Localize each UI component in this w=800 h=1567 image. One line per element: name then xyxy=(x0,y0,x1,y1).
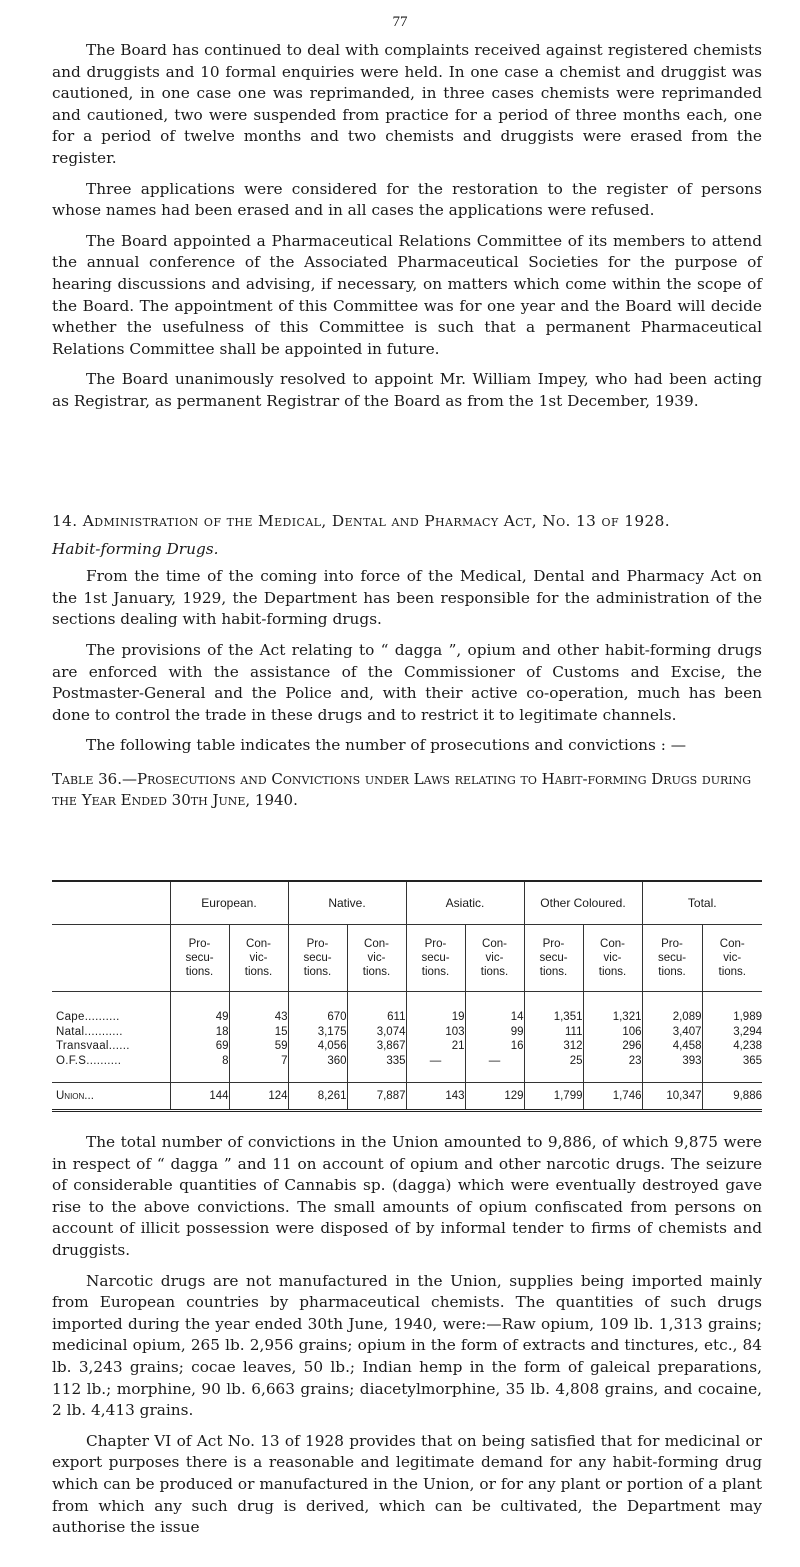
table-title: Table 36.—Prosecutions and Convictions under Laws relating to Habit-forming Drugs during the Year Ended 30th June, 1940. xyxy=(52,769,752,809)
table-cell: 7,887 xyxy=(347,1083,406,1111)
table-corner xyxy=(52,881,170,925)
subheader-convictions: Con- vic- tions. xyxy=(229,925,288,992)
table-row-natal xyxy=(52,1025,762,1040)
table-cell: 296 xyxy=(583,1039,642,1054)
section-heading: 14. Administration of the Medical, Dental and Pharmacy Act, No. 13 of 1928. xyxy=(52,512,671,530)
section-14 xyxy=(52,511,762,811)
paragraph-registrar: The Board unanimously resolved to appoint Mr. William Impey, who had been acting as Registrar, as permanent Registrar of the Board as from the 1st December, 1939. xyxy=(52,370,762,410)
table-cell: 15 xyxy=(229,1025,288,1040)
table-cell: 103 xyxy=(406,1025,465,1040)
table-cell: 21 xyxy=(406,1039,465,1054)
table-cell: 69 xyxy=(170,1039,229,1054)
paragraph-table-intro: The following table indicates the number of prosecutions and convictions : — xyxy=(86,736,687,755)
paragraph-total-convictions: The total number of convictions in the Union amounted to 9,886, of which 9,875 were in respect of “ dagga ” and 11 on account of opium and other narcotic drugs. The seizure of considerable quantities of Cannabis sp. (dagga) which were eventually destroyed gave rise to the above convictions. The small amounts of opium confiscated from persons on account of illicit possession were disposed of by informal tender to firms of chemists and druggists. xyxy=(52,1133,762,1259)
group-header-asiatic: Asiatic. xyxy=(406,881,524,925)
table-cell: 1,746 xyxy=(583,1083,642,1111)
table-cell: 360 xyxy=(288,1054,347,1083)
table-cell: 8 xyxy=(170,1054,229,1083)
table-cell: 25 xyxy=(524,1054,583,1083)
prosecutions-table xyxy=(52,880,762,1112)
table-cell: — xyxy=(465,1054,524,1083)
table-cell: 2,089 xyxy=(642,992,702,1025)
table-cell: 99 xyxy=(465,1025,524,1040)
table-cell: 111 xyxy=(524,1025,583,1040)
table-cell: 49 xyxy=(170,992,229,1025)
table-cell: 393 xyxy=(642,1054,702,1083)
table-cell: 106 xyxy=(583,1025,642,1040)
group-header-native: Native. xyxy=(288,881,406,925)
table-cell: 4,458 xyxy=(642,1039,702,1054)
table-cell: 1,989 xyxy=(702,992,762,1025)
table-cell: 7 xyxy=(229,1054,288,1083)
paragraph-provisions: The provisions of the Act relating to “ dagga ”, opium and other habit-forming drugs are enforced with the assistance of the Commissioner of Customs and Excise, the Postmaster-General and the Police and, with their active co-operation, much has been done to control the trade in these drugs and to restrict it to legitimate channels. xyxy=(52,640,762,724)
table-cell: 3,867 xyxy=(347,1039,406,1054)
paragraph-narcotic-imports: Narcotic drugs are not manufactured in the Union, supplies being imported mainly from European countries by pharmaceutical chemists. The quantities of such drugs imported during the year ended 30th June, 1940, were:—Raw opium, 109 lb. 1,313 grains; medicinal opium, 265 lb. 2,956 grains; opium in the form of extracts and tinctures, etc., 84 lb. 3,243 grains; cocae leaves, 50 lb.; Indian hemp in the form of galeical preparations, 112 lb.; morphine, 90 lb. 6,663 grains; diacetylmorphine, 35 lb. 4,808 grains, and cocaine, 2 lb. 4,413 grains. xyxy=(52,1271,762,1420)
table-cell: 18 xyxy=(170,1025,229,1040)
subheader-blank xyxy=(52,925,170,992)
subheading-habit-forming: Habit-forming Drugs. xyxy=(52,539,219,558)
paragraph-restoration: Three applications were considered for the restoration to the register of persons whose names had been erased and in all cases the applications were refused. xyxy=(52,179,762,220)
table-cell: 3,294 xyxy=(702,1025,762,1040)
table-group-header-row xyxy=(52,881,762,925)
table-cell: 365 xyxy=(702,1054,762,1083)
subheader-convictions: Con- vic- tions. xyxy=(583,925,642,992)
table-cell: 1,351 xyxy=(524,992,583,1025)
table-cell: 3,074 xyxy=(347,1025,406,1040)
table-cell: 3,175 xyxy=(288,1025,347,1040)
table-cell: 335 xyxy=(347,1054,406,1083)
table-cell: 14 xyxy=(465,992,524,1025)
paragraph-complaints: The Board has continued to deal with complaints received against registered chemists and druggists and 10 formal enquiries were held. In one case a chemist and druggist was cautioned, in one case one was reprimanded, in three cases chemists were reprimanded and cautioned, two were suspended from practice for a period of three months each, one for a period of twelve months and two chemists and druggists were erased from the register. xyxy=(52,41,762,167)
table-cell: 23 xyxy=(583,1054,642,1083)
table-cell: 19 xyxy=(406,992,465,1025)
table-cell: — xyxy=(406,1054,465,1083)
row-label: Union... xyxy=(52,1083,170,1111)
row-label: Cape.......... xyxy=(56,1011,120,1023)
table-cell: 4,056 xyxy=(288,1039,347,1054)
table-cell: 3,407 xyxy=(642,1025,702,1040)
paragraph-relations-committee: The Board appointed a Pharmaceutical Relations Committee of its members to attend the annual conference of the Associated Pharmaceutical Societies for the purpose of hearing discussions and advising, if necessary, on matters which come within the scope of the Board. The appointment of this Committee was for one year and the Board will decide whether the usefulness of this Committee is such that a permanent Pharmaceutical Relations Committee shall be appointed in future. xyxy=(52,231,762,358)
subheader-convictions: Con- vic- tions. xyxy=(347,925,406,992)
table-cell: 144 xyxy=(170,1083,229,1111)
table-cell: 8,261 xyxy=(288,1083,347,1111)
paragraph-act-coming-into-force: From the time of the coming into force of the Medical, Dental and Pharmacy Act on the 1st January, 1929, the Department has been responsible for the administration of the sections dealing with habit-forming drugs. xyxy=(52,567,762,629)
table-cell: 312 xyxy=(524,1039,583,1054)
subheader-prosecutions: Pro- secu- tions. xyxy=(524,925,583,992)
table-cell: 143 xyxy=(406,1083,465,1111)
row-label: O.F.S.......... xyxy=(56,1054,122,1067)
table-row-ofs xyxy=(52,1054,762,1083)
subheader-prosecutions: Pro- secu- tions. xyxy=(406,925,465,992)
subheader-convictions: Con- vic- tions. xyxy=(702,925,762,992)
table-cell: 1,799 xyxy=(524,1083,583,1111)
row-label: Transvaal...... xyxy=(56,1040,130,1052)
table-row-transvaal xyxy=(52,1039,762,1054)
table-row-union-total xyxy=(52,1083,762,1111)
table-cell: 43 xyxy=(229,992,288,1025)
group-header-other-coloured: Other Coloured. xyxy=(524,881,642,925)
table-row-cape xyxy=(52,992,762,1025)
group-header-total: Total. xyxy=(642,881,762,925)
bottom-text xyxy=(52,1132,762,1539)
table-cell: 59 xyxy=(229,1039,288,1054)
subheader-convictions: Con- vic- tions. xyxy=(465,925,524,992)
row-label: Natal........... xyxy=(56,1025,123,1038)
table-cell: 10,347 xyxy=(642,1083,702,1111)
table-cell: 1,321 xyxy=(583,992,642,1025)
subheader-prosecutions: Pro- secu- tions. xyxy=(170,925,229,992)
table-cell: 4,238 xyxy=(702,1039,762,1054)
subheader-prosecutions: Pro- secu- tions. xyxy=(288,925,347,992)
group-header-european: European. xyxy=(170,881,288,925)
table-cell: 611 xyxy=(347,992,406,1025)
table-cell: 9,886 xyxy=(702,1083,762,1111)
subheader-prosecutions: Pro- secu- tions. xyxy=(642,925,702,992)
paragraph-chapter-vi: Chapter VI of Act No. 13 of 1928 provides that on being satisfied that for medicinal or export purposes there is a reasonable and legitimate demand for any habit-forming drug which can be produced or manufactured in the Union, or for any plant or portion of a plant from which any such drug is derived, which can be cultivated, the Department may authorise the issue xyxy=(52,1431,762,1537)
table-cell: 124 xyxy=(229,1083,288,1111)
table-cell: 129 xyxy=(465,1083,524,1111)
table-cell: 670 xyxy=(288,992,347,1025)
table-cell: 16 xyxy=(465,1039,524,1054)
table-subheader-row xyxy=(52,925,762,992)
page-number: 77 xyxy=(392,14,408,30)
top-text xyxy=(52,40,762,413)
